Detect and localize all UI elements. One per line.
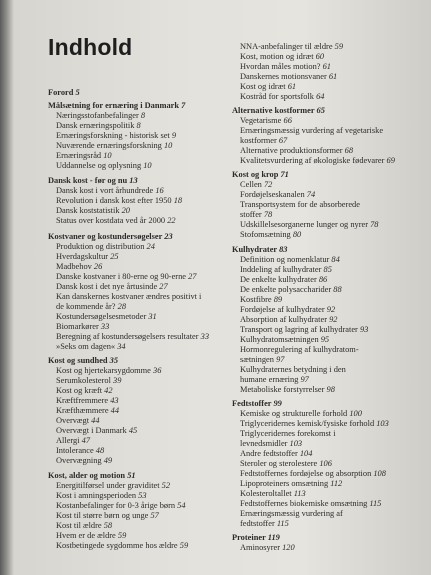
toc-entry — [48, 131, 176, 140]
toc-page-number: 78 — [263, 210, 273, 219]
toc-page-number: 92 — [326, 305, 336, 314]
toc-entry — [232, 335, 329, 344]
toc-page-number: 42 — [104, 386, 113, 395]
toc-page-number: 113 — [293, 489, 306, 498]
toc-entry-text: Alternative kostformer — [232, 106, 315, 115]
toc-entry — [48, 511, 159, 520]
toc-entry — [232, 385, 335, 394]
toc-page-number: 52 — [161, 481, 171, 490]
toc-page-number: 27 — [188, 272, 197, 281]
toc-entry-text: Næringsstofanbefalinger — [56, 111, 139, 120]
toc-entry — [232, 52, 324, 61]
toc-entry — [232, 295, 282, 304]
toc-entry-text: levnedsmidler — [240, 439, 288, 448]
toc-page-number: 34 — [117, 342, 126, 351]
toc-page-number: 97 — [300, 375, 309, 384]
toc-page-number: 44 — [91, 416, 100, 425]
toc-entry-text: Andre fedtstoffer — [240, 449, 298, 458]
toc-page-number: 71 — [280, 170, 289, 179]
toc-page-number: 84 — [331, 255, 340, 264]
toc-entry-text: Revolution i dansk kost efter 1950 — [56, 196, 172, 205]
toc-page-number: 33 — [100, 322, 110, 331]
toc-entry-text: Steroler og sterolestere — [240, 459, 318, 468]
toc-entry — [232, 126, 383, 135]
toc-entry-text: Definition og nomenklatur — [240, 255, 330, 264]
toc-entry — [232, 439, 302, 448]
toc-entry — [232, 72, 337, 81]
toc-page-number: 10 — [103, 151, 112, 160]
toc-entry — [48, 242, 155, 251]
toc-entry-text: De enkelte kulhydrater — [240, 275, 317, 284]
toc-entry — [232, 305, 335, 314]
toc-entry-text: Metaboliske forstyrrelser — [240, 385, 325, 394]
toc-page-number: 108 — [373, 469, 386, 478]
toc-entry-text: Lipoproteiners omsætning — [240, 479, 329, 488]
toc-entry — [232, 325, 368, 334]
toc-page-number: 88 — [333, 285, 342, 294]
toc-entry-text: Kostanbefalinger for 0-3 årige børn — [56, 501, 176, 510]
toc-entry-text: Overvægning — [56, 456, 102, 465]
toc-page-number: 98 — [326, 385, 335, 394]
toc-page-number: 16 — [155, 186, 164, 195]
toc-page-number: 45 — [128, 426, 138, 435]
toc-entry-text: Ernæringsmæssig vurdering af vegetariske — [240, 126, 384, 135]
toc-entry-text: Kræfthæmmere — [56, 406, 109, 415]
toc-page-number: 5 — [75, 88, 80, 97]
toc-page-number: 27 — [159, 282, 168, 291]
toc-entry-text: Forord — [48, 88, 74, 97]
toc-entry-text: Kostbetingede sygdomme hos ældre — [56, 541, 178, 550]
toc-entry-text: Alternative produktionsformer — [240, 146, 343, 155]
toc-entry — [232, 345, 359, 354]
toc-entry — [232, 375, 309, 384]
toc-entry — [232, 459, 332, 468]
toc-page-number: 24 — [146, 242, 155, 251]
toc-entry-text: Overvægt — [56, 416, 90, 425]
toc-entry — [232, 429, 336, 438]
toc-entry-text: Kvalitetsvurdering af økologiske fødevarer — [240, 156, 385, 165]
toc-entry — [48, 446, 104, 455]
toc-entry-text: Madbehov — [56, 262, 92, 271]
toc-entry — [232, 146, 353, 155]
toc-entry-text: Proteiner — [232, 533, 266, 542]
toc-page-number: 112 — [330, 479, 343, 488]
toc-section-heading — [48, 88, 80, 97]
toc-entry — [48, 312, 157, 321]
toc-entry-text: Kulhydrater — [232, 245, 277, 254]
toc-page-number: 8 — [136, 121, 141, 130]
toc-entry-text: Kost til større børn og unge — [56, 511, 149, 520]
toc-entry — [48, 366, 161, 375]
toc-entry-text: Transportsystem for de absorberede — [240, 200, 360, 209]
toc-entry-text: Overvægt i Danmark — [56, 426, 127, 435]
toc-entry-text: Dansk kost i det nye årtusinde — [56, 282, 158, 291]
toc-entry-text: Kulhydraternes betydning i den — [240, 365, 346, 374]
toc-entry — [232, 230, 301, 239]
toc-entry-text: Hvem er de ældre — [56, 531, 116, 540]
toc-page-number: 103 — [289, 439, 303, 448]
toc-entry-text: Energitilførsel under graviditet — [56, 481, 160, 490]
toc-page-number: 33 — [200, 332, 210, 341]
toc-entry — [232, 42, 343, 51]
toc-entry-text: Kost, alder og motion — [48, 471, 126, 480]
toc-entry — [48, 206, 130, 215]
toc-entry — [48, 396, 119, 405]
toc-entry-text: Cellen — [240, 180, 262, 189]
toc-entry-text: Nuværende ernæringsforskning — [56, 141, 162, 150]
toc-entry — [48, 501, 186, 510]
toc-entry — [232, 469, 386, 478]
toc-entry — [232, 365, 346, 374]
toc-entry-text: Dansk kost - før og nu — [48, 176, 128, 185]
toc-page-number: 36 — [153, 366, 162, 375]
toc-page-number: 43 — [110, 396, 119, 405]
toc-entry-text: Kost, motion og idræt — [240, 52, 314, 61]
toc-entry — [48, 491, 147, 500]
toc-entry-text: Hvordan måles motion? — [240, 62, 321, 71]
toc-entry-text: Triglyceridernes forekomst i — [240, 429, 336, 438]
toc-entry-text: Vegetarisme — [240, 116, 282, 125]
toc-entry — [232, 275, 327, 284]
toc-entry — [232, 519, 289, 528]
toc-entry — [232, 92, 324, 101]
toc-entry-text: Transport og lagring af kulhydrater — [240, 325, 358, 334]
toc-section-heading — [232, 245, 287, 254]
toc-page-number: 72 — [263, 180, 273, 189]
toc-page-number: 49 — [103, 456, 113, 465]
toc-entry-text: Kostfibre — [240, 295, 272, 304]
toc-entry — [48, 322, 109, 331]
toc-entry-text: Kost og krop — [232, 170, 279, 179]
toc-page-number: 59 — [334, 42, 344, 51]
toc-entry — [48, 196, 182, 205]
toc-section-heading — [48, 101, 185, 110]
toc-page-number: 57 — [150, 511, 159, 520]
toc-entry-text: Kost og hjertekarsygdomme — [56, 366, 151, 375]
toc-page-number: 59 — [179, 541, 189, 550]
toc-entry — [232, 180, 272, 189]
toc-page-number: 22 — [167, 216, 176, 225]
toc-page-number: 80 — [292, 230, 302, 239]
toc-page-number: 86 — [318, 275, 328, 284]
toc-entry-text: Danske kostvaner i 80-erne og 90-erne — [56, 272, 186, 281]
toc-entry — [48, 406, 119, 415]
toc-page-number: 26 — [93, 262, 103, 271]
toc-section-heading — [232, 533, 280, 542]
toc-entry — [232, 200, 360, 209]
toc-page-number: 106 — [319, 459, 332, 468]
toc-page-number: 35 — [109, 356, 119, 365]
toc-entry — [232, 509, 343, 518]
toc-page-number: 66 — [283, 116, 292, 125]
toc-page-number: 68 — [344, 146, 354, 155]
toc-entry — [232, 419, 389, 428]
toc-page-number: 61 — [287, 82, 297, 91]
toc-entry-text: Dansk ernæringspolitik — [56, 121, 135, 130]
toc-entry-text: Dansk kost i vort århundrede — [56, 186, 154, 195]
toc-page-number: 97 — [276, 355, 285, 364]
toc-entry-text: Fedtstoffernes biokemiske omsætning — [240, 499, 368, 508]
toc-entry — [48, 531, 126, 540]
toc-entry-text: Kan danskernes kostvaner ændres positivt i — [56, 292, 202, 301]
toc-page-number: 115 — [276, 519, 289, 528]
toc-entry — [48, 426, 137, 435]
toc-section-heading — [48, 471, 136, 480]
toc-entry-text: NNA-anbefalinger til ældre — [240, 42, 333, 51]
toc-entry — [232, 499, 381, 508]
toc-entry-text: Ernæringsråd — [56, 151, 102, 160]
toc-entry-text: Allergi — [56, 436, 80, 445]
toc-section-heading — [232, 106, 325, 115]
toc-entry-text: Stofomsætning — [240, 230, 291, 239]
toc-entry-text: kostformer — [240, 136, 277, 145]
toc-entry-text: Udskillelsesorganerne lunger og nyrer — [240, 220, 368, 229]
toc-entry — [232, 265, 332, 274]
toc-entry — [232, 489, 306, 498]
toc-entry — [232, 449, 312, 458]
toc-entry — [48, 292, 201, 301]
toc-entry — [48, 386, 113, 395]
toc-entry — [48, 216, 176, 225]
toc-entry — [48, 282, 168, 291]
toc-entry-text: Kost og sundhed — [48, 356, 108, 365]
toc-page-number: 18 — [173, 196, 183, 205]
toc-entry-text: »Seks om dagen« — [56, 342, 116, 351]
toc-entry-text: Aminosyrer — [240, 543, 281, 552]
toc-page-number: 95 — [320, 335, 330, 344]
toc-entry-text: humane ernæring — [240, 375, 299, 384]
toc-page-number: 65 — [316, 106, 325, 115]
toc-page-number: 103 — [376, 419, 389, 428]
toc-entry-text: Kost i amningsperioden — [56, 491, 137, 500]
toc-entry-text: Kulhydratomsætningen — [240, 335, 319, 344]
toc-entry — [48, 121, 141, 130]
toc-entry-text: Fordøjelse af kulhydrater — [240, 305, 325, 314]
toc-entry-text: Fordøjelseskanalen — [240, 190, 305, 199]
toc-entry-text: Kræftfremmere — [56, 396, 109, 405]
toc-entry-text: Kostråd for sportsfolk — [240, 92, 314, 101]
toc-entry-text: Serumkolesterol — [56, 376, 111, 385]
toc-page-number: 44 — [110, 406, 120, 415]
toc-entry-text: Fedtstoffernes fordøjelse og absorption — [240, 469, 372, 478]
toc-entry — [232, 355, 284, 364]
toc-page-number: 28 — [117, 302, 126, 311]
toc-page-number: 58 — [103, 521, 113, 530]
toc-entry-text: Uddannelse og oplysning — [56, 161, 142, 170]
toc-page-number: 104 — [299, 449, 313, 458]
toc-entry-text: Triglyceridernes kemisk/fysiske forhold — [240, 419, 375, 428]
toc-entry — [232, 136, 287, 145]
toc-entry-text: Kolesteroltallet — [240, 489, 292, 498]
toc-entry — [48, 272, 196, 281]
toc-page-number: 51 — [127, 471, 136, 480]
toc-entry — [48, 481, 170, 490]
toc-page-number: 20 — [121, 206, 130, 215]
toc-entry-text: Intolerance — [56, 446, 94, 455]
toc-entry — [232, 315, 337, 324]
toc-entry-text: Hormonregulering af kulhydratom- — [240, 345, 359, 354]
toc-entry — [232, 156, 395, 165]
toc-entry-text: Ernæringsforskning - historisk set — [56, 131, 170, 140]
toc-entry — [48, 186, 164, 195]
toc-entry — [48, 141, 172, 150]
toc-entry-text: De enkelte polysaccharider — [240, 285, 332, 294]
toc-entry-text: Produktion og distribution — [56, 242, 145, 251]
toc-entry-text: Ernæringsmæssig vurdering af — [240, 509, 343, 518]
toc-entry-text: Absorption af kulhydrater — [240, 315, 327, 324]
toc-page-number: 54 — [177, 501, 186, 510]
toc-entry — [232, 409, 362, 418]
toc-page-number: 74 — [306, 190, 316, 199]
toc-entry-text: Hverdagskultur — [56, 252, 109, 261]
toc-section-heading — [48, 232, 173, 241]
toc-page-number: 61 — [322, 62, 331, 71]
toc-page-number: 23 — [164, 232, 173, 241]
toc-entry — [48, 151, 112, 160]
toc-page-number: 92 — [329, 315, 338, 324]
toc-page-number: 7 — [181, 101, 186, 110]
page-title: Indhold — [48, 34, 133, 60]
toc-entry-text: Biomarkører — [56, 322, 99, 331]
toc-page-number: 59 — [117, 531, 127, 540]
toc-entry-text: Kost til ældre — [56, 521, 102, 530]
toc-entry-text: Målsætning for ernæring i Danmark — [48, 101, 180, 110]
toc-entry — [232, 210, 272, 219]
toc-page-number: 115 — [369, 499, 382, 508]
toc-page-number: 48 — [95, 446, 105, 455]
toc-entry — [232, 285, 342, 294]
toc-entry — [232, 190, 315, 199]
toc-entry — [48, 111, 145, 120]
toc-entry — [232, 479, 342, 488]
toc-entry — [48, 252, 119, 261]
toc-entry — [48, 302, 126, 311]
toc-page-number: 89 — [273, 295, 283, 304]
toc-page-number: 85 — [323, 265, 332, 274]
toc-entry — [48, 416, 100, 425]
toc-page-number: 78 — [370, 220, 379, 229]
toc-entry — [48, 541, 188, 550]
toc-page-number: 61 — [328, 72, 338, 81]
toc-page-number: 8 — [140, 111, 146, 120]
toc-page-number: 10 — [143, 161, 152, 170]
toc-page-number: 13 — [129, 176, 138, 185]
toc-page-number: 99 — [273, 399, 282, 408]
toc-entry — [48, 332, 209, 341]
toc-page-number: 39 — [113, 376, 122, 385]
toc-page-number: 25 — [110, 252, 119, 261]
toc-entry — [232, 220, 378, 229]
toc-page-number: 67 — [278, 136, 288, 145]
toc-entry-text: Kemiske og strukturelle forhold — [240, 409, 348, 418]
toc-entry-text: Kost og idræt — [240, 82, 286, 91]
toc-entry-text: Kost og kræft — [56, 386, 103, 395]
toc-section-heading — [232, 399, 282, 408]
toc-page-number: 10 — [163, 141, 173, 150]
toc-entry-text: Kostundersøgelsesmetoder — [56, 312, 147, 321]
toc-page-number: 60 — [315, 52, 324, 61]
toc-entry-text: Status over kostdata ved år 2000 — [56, 216, 166, 225]
toc-page-number: 64 — [316, 92, 325, 101]
toc-entry — [232, 62, 331, 71]
toc-entry — [48, 161, 152, 170]
toc-page-number: 93 — [359, 325, 369, 334]
toc-section-heading — [48, 176, 138, 185]
toc-page-number: 9 — [171, 131, 177, 140]
toc-entry-text: Kostvaner og kostundersøgelser — [48, 232, 163, 241]
toc-entry — [48, 342, 126, 351]
toc-section-heading — [48, 356, 118, 365]
toc-entry-text: fedtstoffer — [240, 519, 275, 528]
toc-entry-text: Fedtstoffer — [232, 399, 272, 408]
toc-entry — [48, 262, 102, 271]
toc-page-number: 119 — [267, 533, 280, 542]
toc-entry — [48, 376, 121, 385]
toc-entry-text: Inddeling af kulhydrater — [240, 265, 322, 274]
toc-entry-text: Beregning af kostundersøgelsers resultater — [56, 332, 199, 341]
toc-section-heading — [232, 170, 289, 179]
toc-entry — [232, 255, 340, 264]
toc-entry — [232, 82, 296, 91]
toc-entry-text: sætningen — [240, 355, 274, 364]
toc-page-number: 31 — [148, 312, 157, 321]
toc-entry-text: Dansk koststatistik — [56, 206, 120, 215]
toc-page-number: 53 — [138, 491, 147, 500]
toc-entry — [48, 436, 90, 445]
toc-entry — [48, 521, 112, 530]
toc-entry — [232, 116, 292, 125]
toc-page-number: 120 — [282, 543, 295, 552]
toc-page-number: 100 — [349, 409, 362, 418]
toc-entry-text: stoffer — [240, 210, 262, 219]
toc-page-number: 47 — [81, 436, 91, 445]
toc-entry-text: Danskernes motionsvaner — [240, 72, 327, 81]
toc-entry — [232, 543, 295, 552]
toc-entry — [48, 456, 112, 465]
toc-entry-text: de kommende år? — [56, 302, 116, 311]
toc-page-number: 83 — [279, 245, 288, 254]
toc-page-number: 69 — [386, 156, 395, 165]
